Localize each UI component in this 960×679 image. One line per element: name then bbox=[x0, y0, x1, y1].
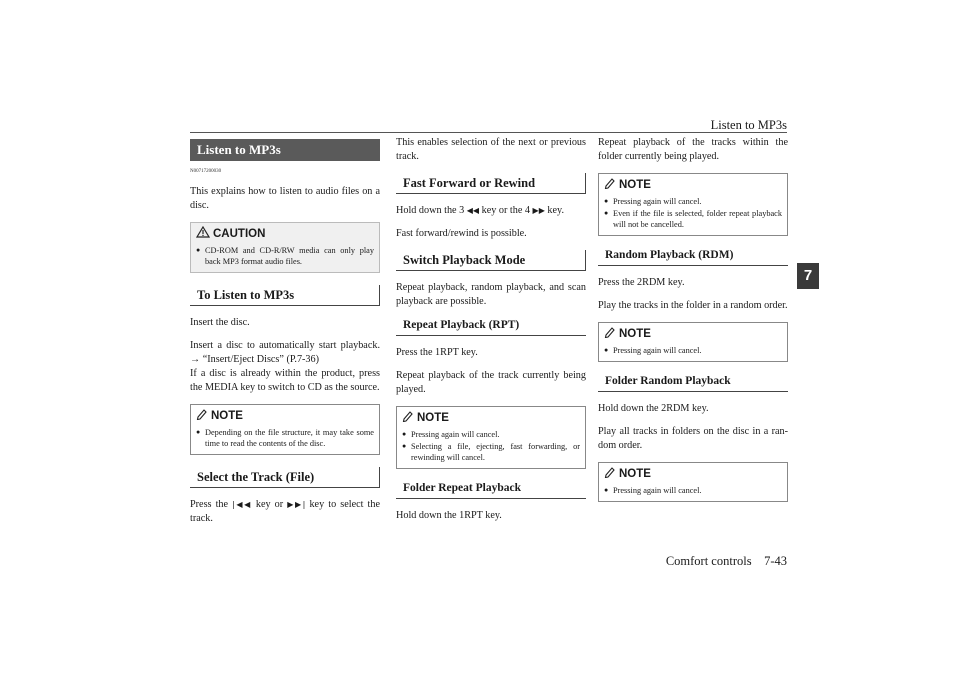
note-item: ● Pressing again will cancel. bbox=[604, 345, 782, 356]
note-item: ● Pressing again will cancel. bbox=[402, 429, 580, 440]
note-pencil-icon bbox=[402, 410, 414, 426]
note-box bbox=[190, 404, 380, 455]
text-fragment: Press the bbox=[190, 499, 229, 510]
paragraph: Press the 1RPT key. bbox=[396, 347, 478, 358]
note-pencil-icon bbox=[196, 408, 208, 424]
note-label: NOTE bbox=[211, 410, 243, 422]
paragraph: Hold down the 2RDM key. bbox=[598, 403, 709, 414]
note-item: ● Depending on the file structure, it may take some time to read the contents of the disc. bbox=[196, 427, 374, 449]
text-fragment: key or bbox=[255, 499, 284, 510]
paragraph: Repeat playback of the track currently being played. bbox=[396, 370, 586, 395]
note-header bbox=[604, 466, 782, 482]
text-fragment: Hold down the 3 bbox=[396, 205, 465, 216]
paragraph bbox=[396, 204, 586, 218]
next-track-icon: ▶▶| bbox=[287, 500, 306, 509]
subsubsection-title: Folder Repeat Playback bbox=[396, 481, 586, 499]
subsection-title: Switch Playback Mode bbox=[396, 250, 586, 271]
note-label: NOTE bbox=[619, 468, 651, 480]
note-item: ● Pressing again will cancel. bbox=[604, 196, 782, 207]
chapter-tab: 7 bbox=[797, 263, 819, 289]
note-pencil-icon bbox=[604, 326, 616, 342]
text-fragment: key to select the track. bbox=[190, 499, 380, 524]
intro-paragraph: This explains how to listen to audio files on a disc. bbox=[190, 186, 380, 211]
caution-label: CAUTION bbox=[213, 228, 266, 240]
intro-paragraph: Repeat playback of the tracks within the folder currently being played. bbox=[598, 137, 788, 162]
note-box bbox=[598, 462, 788, 502]
paragraph: Play all tracks in folders on the disc in a ran-dom order. bbox=[598, 426, 788, 451]
column-3 bbox=[598, 136, 788, 514]
note-item: ● Even if the file is selected, folder repeat playback will not be cancelled. bbox=[604, 208, 782, 230]
subsection-title: Select the Track (File) bbox=[190, 467, 380, 488]
page-footer bbox=[666, 554, 787, 569]
intro-paragraph: This enables selection of the next or previous track. bbox=[396, 137, 586, 162]
header-rule bbox=[190, 132, 787, 133]
caution-header bbox=[196, 226, 374, 242]
paragraph: Press the 2RDM key. bbox=[598, 277, 685, 288]
note-box bbox=[598, 322, 788, 362]
fast-forward-icon: ▶▶ bbox=[532, 206, 545, 215]
paragraph: Repeat playback, random playback, and scan playback are possible. bbox=[396, 282, 586, 307]
note-label: NOTE bbox=[619, 328, 651, 340]
caution-box bbox=[190, 222, 380, 273]
note-pencil-icon bbox=[604, 177, 616, 193]
warning-triangle-icon bbox=[196, 226, 210, 242]
column-1 bbox=[190, 139, 380, 535]
subsubsection-title: Random Playback (RDM) bbox=[598, 248, 788, 266]
paragraph: Insert the disc. bbox=[190, 317, 250, 328]
previous-track-icon: |◀◀ bbox=[232, 500, 252, 509]
note-item: ● Selecting a file, ejecting, fast forwarding, or rewinding will cancel. bbox=[402, 441, 580, 463]
subsection-title: To Listen to MP3s bbox=[190, 285, 380, 306]
subsubsection-title: Folder Random Playback bbox=[598, 374, 788, 392]
paragraph: Hold down the 1RPT key. bbox=[396, 510, 502, 521]
running-header: Listen to MP3s bbox=[710, 118, 787, 132]
paragraph: If a disc is already within the product, press the MEDIA key to switch to CD as the source. bbox=[190, 368, 380, 393]
paragraph bbox=[190, 498, 380, 526]
note-pencil-icon bbox=[604, 466, 616, 482]
footer-section: Comfort controls bbox=[665, 554, 752, 568]
subsubsection-title: Repeat Playback (RPT) bbox=[396, 318, 586, 336]
section-title-bar: Listen to MP3s bbox=[190, 139, 380, 161]
caution-item: ● CD-ROM and CD-R/RW media can only play back MP3 format audio files. bbox=[196, 245, 374, 267]
note-label: NOTE bbox=[417, 412, 449, 424]
rewind-icon: ◀◀ bbox=[466, 206, 480, 215]
note-header bbox=[604, 177, 782, 193]
note-item: ● Pressing again will cancel. bbox=[604, 485, 782, 496]
paragraph: Play the tracks in the folder in a random order. bbox=[598, 300, 788, 311]
note-header bbox=[196, 408, 374, 424]
note-label: NOTE bbox=[619, 179, 651, 191]
column-2 bbox=[396, 136, 586, 532]
paragraph: Insert a disc to automatically start playback. → “Insert/Eject Discs” (P.7-36) bbox=[190, 340, 380, 365]
note-box bbox=[598, 173, 788, 236]
document-code: N00717200030 bbox=[190, 169, 222, 174]
text-fragment: key or the 4 bbox=[481, 205, 530, 216]
subsection-title: Fast Forward or Rewind bbox=[396, 173, 586, 194]
footer-page-number: 7-43 bbox=[764, 554, 787, 568]
note-header bbox=[402, 410, 580, 426]
text-fragment: key. bbox=[547, 205, 564, 216]
paragraph: Fast forward/rewind is possible. bbox=[396, 228, 527, 239]
note-box bbox=[396, 406, 586, 469]
note-header bbox=[604, 326, 782, 342]
